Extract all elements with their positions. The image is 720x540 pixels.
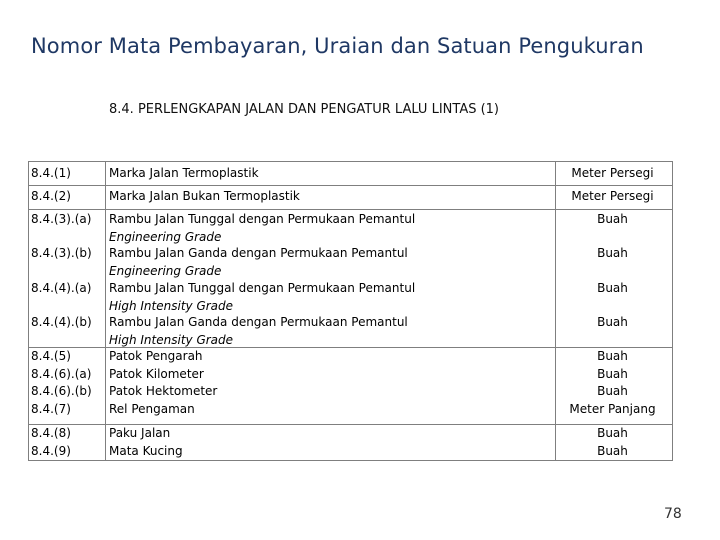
item-description-block [109, 211, 415, 246]
item-unit: Buah [597, 384, 628, 398]
item-description-block [109, 314, 408, 349]
item-code: 8.4.(8) [31, 426, 71, 440]
section-subtitle: 8.4. PERLENGKAPAN JALAN DAN PENGATUR LALU LINTAS (1) [109, 102, 500, 117]
item-description: Rel Pengaman [109, 401, 195, 416]
item-description-block [109, 425, 183, 460]
item-description: Rambu Jalan Ganda dengan Permukaan Pemantul [109, 315, 408, 329]
item-grade: High Intensity Grade [109, 332, 234, 347]
item-unit: Buah [597, 281, 628, 295]
item-code: 8.4.(5) [31, 349, 71, 363]
item-code: 8.4.(7) [31, 401, 71, 416]
row-divider [28, 185, 673, 186]
item-unit-block [555, 425, 670, 460]
item-description: Rambu Jalan Tunggal dengan Permukaan Pemantul [109, 212, 416, 226]
column-divider-code [105, 161, 106, 461]
item-description: Mata Kucing [109, 443, 183, 458]
item-grade: Engineering Grade [109, 229, 222, 244]
item-unit: Buah [597, 315, 628, 329]
item-code: 8.4.(4).(b) [31, 315, 92, 329]
item-description-block [109, 245, 408, 280]
item-description: Marka Jalan Termoplastik [109, 166, 259, 180]
item-code: 8.4.(3).(b) [31, 246, 92, 260]
item-unit: Meter Panjang [569, 401, 656, 416]
item-description: Patok Kilometer [109, 366, 204, 381]
item-unit: Buah [597, 366, 628, 381]
item-code: 8.4.(3).(a) [31, 212, 92, 226]
row-divider [28, 209, 673, 210]
item-unit: Buah [597, 349, 628, 363]
item-code: 8.4.(6).(a) [31, 366, 92, 381]
item-code-block [31, 348, 92, 418]
item-description: Rambu Jalan Tunggal dengan Permukaan Pemantul [109, 281, 416, 295]
item-description: Rambu Jalan Ganda dengan Permukaan Pemantul [109, 246, 408, 260]
item-description: Paku Jalan [109, 426, 171, 440]
page-number: 78 [664, 506, 682, 522]
item-grade: Engineering Grade [109, 263, 222, 278]
item-description-block [109, 348, 217, 418]
item-code: 8.4.(4).(a) [31, 281, 92, 295]
item-unit: Buah [597, 443, 628, 458]
item-description: Marka Jalan Bukan Termoplastik [109, 189, 300, 203]
item-code: 8.4.(6).(b) [31, 384, 92, 398]
item-unit: Buah [597, 246, 628, 260]
item-description-block [109, 280, 415, 315]
item-unit: Buah [597, 212, 628, 226]
item-unit: Meter Persegi [571, 166, 654, 180]
item-unit-block [555, 348, 670, 418]
item-grade: High Intensity Grade [109, 298, 234, 313]
item-description: Patok Hektometer [109, 384, 218, 398]
item-unit: Meter Persegi [571, 189, 654, 203]
item-code-block [31, 425, 71, 460]
item-code: 8.4.(2) [31, 189, 71, 203]
item-unit: Buah [597, 426, 628, 440]
item-description: Patok Pengarah [109, 349, 203, 363]
item-code: 8.4.(1) [31, 166, 71, 180]
item-code: 8.4.(9) [31, 443, 71, 458]
page-title: Nomor Mata Pembayaran, Uraian dan Satuan Pengukuran [31, 34, 644, 58]
